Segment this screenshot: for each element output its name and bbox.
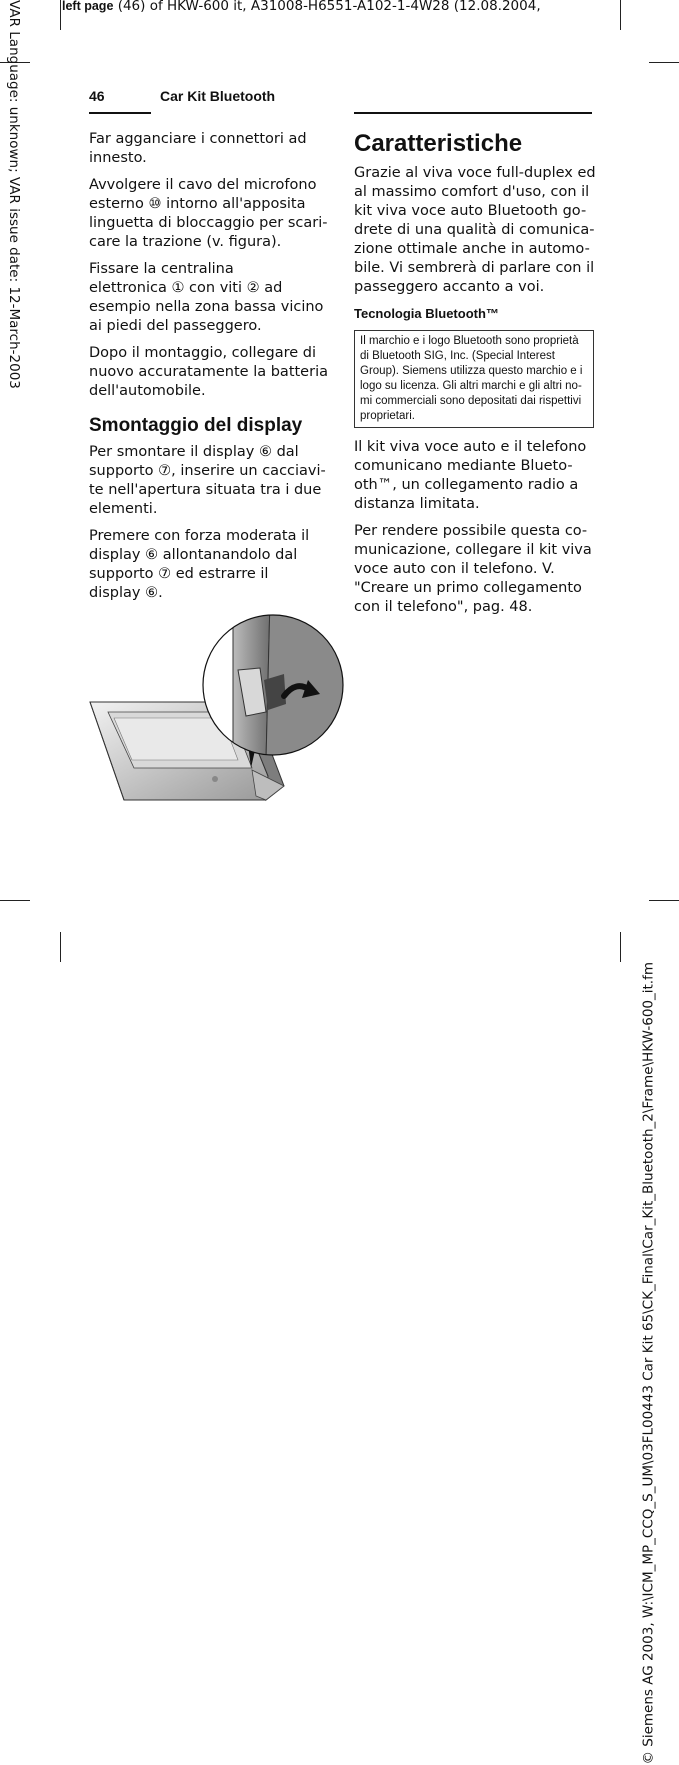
- header-rule-right: [354, 112, 592, 114]
- paragraph: Dopo il montaggio, collegare di nuovo accuratamente la batteria dell'automobile.: [89, 345, 328, 399]
- paragraph: Il kit viva voce auto e il telefono comunicano mediante Blueto- oth™, un collegamento radio a distanza limitata.: [354, 439, 587, 512]
- left-column: [89, 130, 334, 611]
- subheading: Tecnologia Bluetooth™: [354, 306, 499, 321]
- page-number: 46: [89, 88, 105, 104]
- paragraph: Per smontare il display ⑥ dal supporto ⑦, inserire un cacciavi- te nell'apertura situata tra i due elementi.: [89, 444, 326, 517]
- right-column: [354, 130, 594, 625]
- trademark-notice-box: Il marchio e i logo Bluetooth sono proprietà di Bluetooth SIG, Inc. (Special Interest Group). Siemens utilizza questo marchio e i logo su licenza. Gli altri marchi e gli altri no- mi commerciali sono depositati dai rispettivi proprietari.: [354, 330, 594, 428]
- crop-mark: [60, 0, 61, 30]
- paragraph: Per rendere possibile questa co- municazione, collegare il kit viva voce auto con il telefono. V. "Creare un primo collegamento con il telefono", pag. 48.: [354, 523, 592, 615]
- paragraph: Premere con forza moderata il display ⑥ allontanandolo dal supporto ⑦ ed estrarre il display ⑥.: [89, 528, 310, 601]
- paragraph: Fissare la centralina elettronica ① con viti ② ad esempio nella zona bassa vicino ai piedi del passeggero.: [89, 261, 324, 334]
- crop-mark: [620, 0, 621, 30]
- paragraph: Avvolgere il cavo del microfono esterno ⑩ intorno all'apposita linguetta di bloccaggio per scari- care la trazione (v. figura).: [89, 177, 328, 250]
- header-rule-left: [89, 112, 151, 114]
- print-header: left page (46) of HKW-600 it, A31008-H6551-A102-1-4W28 (12.08.2004,: [62, 0, 541, 14]
- page-title: Car Kit Bluetooth: [160, 88, 276, 104]
- paragraph: Far agganciare i connettori ad innesto.: [89, 131, 307, 166]
- section-heading: Caratteristiche: [354, 130, 523, 157]
- section-heading: Smontaggio del display: [89, 415, 303, 436]
- crop-mark: [620, 932, 621, 962]
- side-note-left: VAR Language: unknown; VAR issue date: 12-March-2003: [6, 0, 22, 389]
- paragraph: Grazie al viva voce full-duplex ed al massimo comfort d'uso, con il kit viva voce auto Bluetooth go- drete di una qualità di comunica- zione ottimale anche in automo- bile. Vi sembrerà di parlare con il passeggero accanto a voi.: [354, 165, 596, 295]
- display-removal-illustration: [88, 600, 348, 830]
- side-note-right: © Siemens AG 2003, W:\ICM_MP_CCQ_S_UM\03FL00443 Car Kit 65\CK_Final\Car_Kit_Bluetooth_2\Frame\HKW-600_it.fm: [641, 962, 657, 1765]
- crop-mark: [60, 932, 61, 962]
